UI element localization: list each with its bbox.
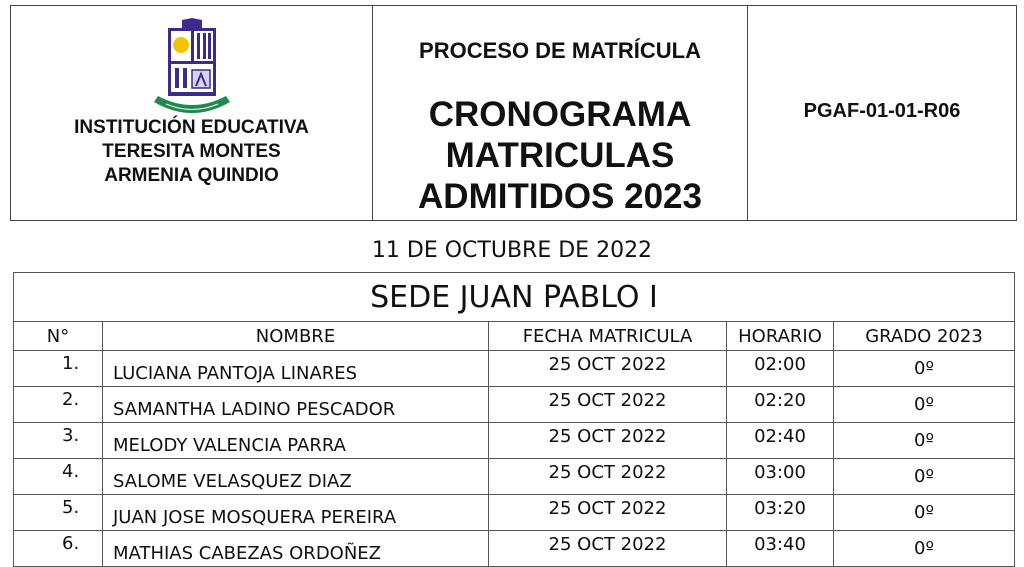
- enrollment-time: 02:00: [727, 351, 834, 387]
- row-number: 4.: [14, 459, 103, 495]
- grade: 0º: [834, 387, 1015, 423]
- institution-line: INSTITUCIÓN EDUCATIVA: [74, 117, 309, 138]
- sede-title: SEDE JUAN PABLO I: [14, 273, 1015, 322]
- document-title: [373, 94, 747, 217]
- row-number: 1.: [14, 351, 103, 387]
- column-header-horario: HORARIO: [727, 322, 834, 351]
- title-line: MATRICULAS: [445, 136, 675, 175]
- table-row: [14, 351, 1015, 387]
- enrollment-time: 03:40: [727, 531, 834, 567]
- table-row: [14, 423, 1015, 459]
- grade: 0º: [834, 423, 1015, 459]
- code-cell: [748, 6, 1016, 220]
- enrollment-date: 25 OCT 2022: [489, 423, 727, 459]
- student-name: LUCIANA PANTOJA LINARES: [103, 351, 489, 387]
- row-number: 5.: [14, 495, 103, 531]
- document-header: [10, 5, 1017, 221]
- grade: 0º: [834, 495, 1015, 531]
- grade: 0º: [834, 531, 1015, 567]
- enrollment-date: 25 OCT 2022: [489, 387, 727, 423]
- table-row: [14, 387, 1015, 423]
- student-name: JUAN JOSE MOSQUERA PEREIRA: [103, 495, 489, 531]
- document-date: 11 DE OCTUBRE DE 2022: [371, 238, 653, 263]
- enrollment-date: 25 OCT 2022: [489, 531, 727, 567]
- student-name: MELODY VALENCIA PARRA: [103, 423, 489, 459]
- column-header-row: [14, 322, 1015, 351]
- column-header-grado: GRADO 2023: [834, 322, 1015, 351]
- row-number: 2.: [14, 387, 103, 423]
- enrollment-date: 25 OCT 2022: [489, 351, 727, 387]
- column-header-num: N°: [14, 322, 103, 351]
- grade: 0º: [834, 459, 1015, 495]
- title-line: CRONOGRAMA: [428, 95, 692, 134]
- table-row: [14, 495, 1015, 531]
- student-name: SALOME VELASQUEZ DIAZ: [103, 459, 489, 495]
- title-line: ADMITIDOS 2023: [418, 177, 702, 216]
- column-header-fecha: FECHA MATRICULA: [489, 322, 727, 351]
- row-number: 3.: [14, 423, 103, 459]
- student-name: MATHIAS CABEZAS ORDOÑEZ: [103, 531, 489, 567]
- institution-name: [11, 116, 372, 188]
- school-crest-icon: [152, 18, 232, 120]
- table-row: [14, 459, 1015, 495]
- process-label: PROCESO DE MATRÍCULA: [419, 38, 701, 63]
- institution-line: ARMENIA QUINDIO: [104, 165, 279, 186]
- grade: 0º: [834, 351, 1015, 387]
- row-number: 6.: [14, 531, 103, 567]
- enrollment-date: 25 OCT 2022: [489, 495, 727, 531]
- student-name: SAMANTHA LADINO PESCADOR: [103, 387, 489, 423]
- column-header-name: NOMBRE: [103, 322, 489, 351]
- enrollment-date: 25 OCT 2022: [489, 459, 727, 495]
- enrollment-table: [13, 272, 1015, 567]
- title-cell: [373, 6, 748, 220]
- institution-cell: [11, 6, 373, 220]
- enrollment-time: 02:40: [727, 423, 834, 459]
- enrollment-time: 03:20: [727, 495, 834, 531]
- document-code: PGAF-01-01-R06: [803, 100, 961, 122]
- enrollment-time: 03:00: [727, 459, 834, 495]
- institution-line: TERESITA MONTES: [102, 141, 281, 162]
- enrollment-time: 02:20: [727, 387, 834, 423]
- table-row: [14, 531, 1015, 567]
